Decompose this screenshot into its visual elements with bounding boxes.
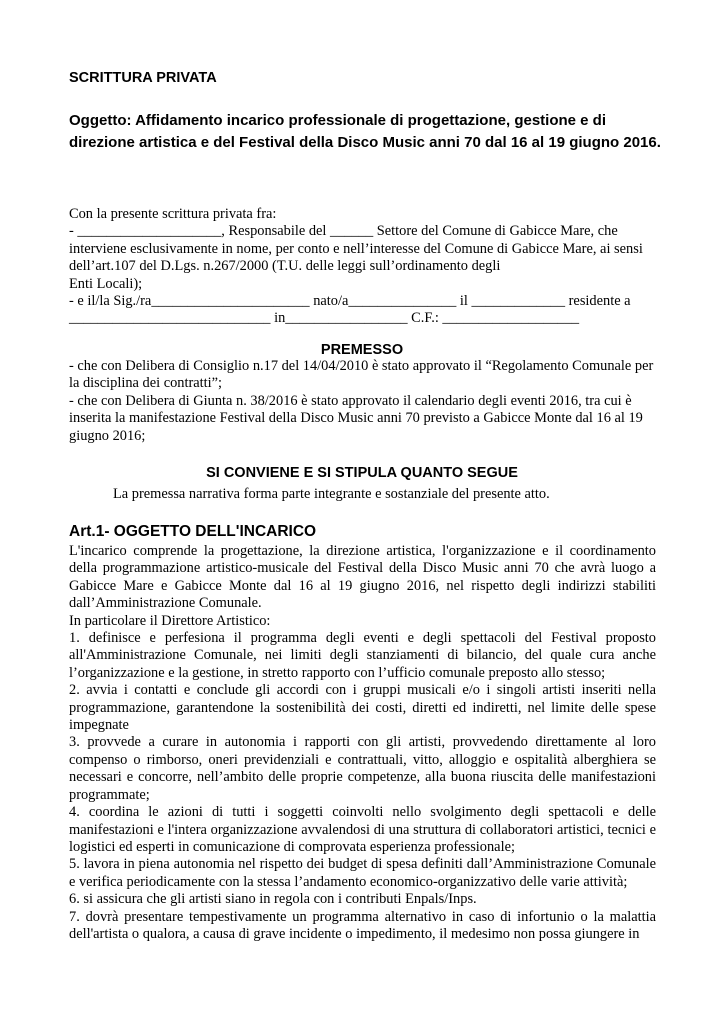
conviene-text: La premessa narrativa forma parte integrante e sostanziale del presente atto. <box>113 486 550 502</box>
parties-line: Con la presente scrittura privata fra: <box>69 206 277 222</box>
parties-line: - e il/la Sig./ra______________________ nato/a_______________ il _____________ residente a ____________________________ in_________________ C.F.: ___________________ <box>69 293 631 327</box>
art1-item: 7. dovrà presentare tempestivamente un programma alternativo in caso di infortunio o la malattia dell'artista o qualora, a causa di grave incidente o impedimento, il medesimo non possa giungere in <box>69 908 656 942</box>
parties-section <box>69 206 656 328</box>
premesso-section <box>69 358 656 445</box>
art1-heading: Art.1- OGGETTO DELL'INCARICO <box>69 523 317 540</box>
art1-section <box>69 543 656 943</box>
art1-item: 5. lavora in piena autonomia nel rispetto dei budget di spesa definiti dall’Amministrazione Comunale e verifica periodicamente con la stessa l’andamento economico-organizzativo delle varie attività; <box>69 856 656 890</box>
art1-item: 2. avvia i contatti e conclude gli accordi con i gruppi musicali e/o i singoli artisti inseriti nella programmazione, garantendone la sostenibilità dei costi, diretti ed indiretti, nel limite delle spese impegnate <box>69 682 656 734</box>
conviene-heading: SI CONVIENE E SI STIPULA QUANTO SEGUE <box>206 465 518 481</box>
art1-item: 3. provvede a curare in autonomia i rapporti con gli artisti, provvedendo direttamente al loro compenso o rimborso, oneri previdenziali e contrattuali, vitto, alloggio e ospitalità alberghiera se necessari e concorre, nell’ambito delle proprie competenze, alla buona riuscita delle manifestazioni programmate; <box>69 734 656 803</box>
parties-line: - ____________________, Responsabile del ______ Settore del Comune di Gabicce Mare, che interviene esclusivamente in nome, per conto e nell’interesse del Comune di Gabicce Mare, ai sensi dell’art.107 del D.Lgs. n.267/2000 (T.U. delle leggi sull’ordinamento degli <box>69 223 643 275</box>
art1-item: 4. coordina le azioni di tutti i soggetti coinvolti nello svolgimento degli spettacoli e delle manifestazioni e l'intera organizzazione avvalendosi di una struttura di collaboratori artistici, tecnici e logistici ed esperti in comunicazione di comprovata esperienza professionale; <box>69 804 656 855</box>
document-subject: Oggetto: Affidamento incarico professionale di progettazione, gestione e di direzione artistica e del Festival della Disco Music anni 70 dal 16 al 19 giugno 2016. <box>69 112 661 151</box>
art1-lead: In particolare il Direttore Artistico: <box>69 612 271 629</box>
premesso-heading: PREMESSO <box>320 342 404 358</box>
art1-intro: L'incarico comprende la progettazione, la direzione artistica, l'organizzazione e il coordinamento della programmazione artistico-musicale del Festival della Disco Music anni 70 che avrà luogo a Gabicce Mare e Gabicce Monte dal 16 al 19 giugno 2016, nel rispetto degli indirizzi stabiliti dall’Amministrazione Comunale. <box>69 543 656 612</box>
parties-line: Enti Locali); <box>69 275 143 292</box>
premesso-item: - che con Delibera di Consiglio n.17 del 14/04/2010 è stato approvato il “Regolamento Comunale per la disciplina dei contratti”; <box>69 358 654 392</box>
document-title: SCRITTURA PRIVATA <box>69 70 217 86</box>
premesso-item: - che con Delibera di Giunta n. 38/2016 è stato approvato il calendario degli eventi 2016, tra cui è inserita la manifestazione Festival della Disco Music anni 70 previsto a Gabicce Monte dal 16 al 19 giugno 2016; <box>69 392 643 444</box>
art1-item: 1. definisce e perfesiona il programma degli eventi e degli spettacoli del Festival proposto all'Amministrazione Comunale, nei limiti degli stanziamenti di bilancio, del quale cura anche l’organizzazione e la gestione, in stretto rapporto con l’ufficio comunale preposto allo stesso; <box>69 630 656 681</box>
art1-item: 6. si assicura che gli artisti siano in regola con i contributi Enpals/Inps. <box>69 891 477 908</box>
